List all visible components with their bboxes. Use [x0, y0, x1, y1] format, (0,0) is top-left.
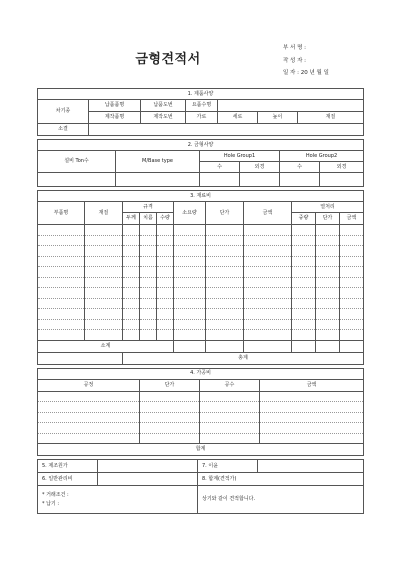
- process-cell[interactable]: [140, 412, 200, 423]
- material-cell[interactable]: [316, 235, 340, 246]
- material-cell[interactable]: [123, 330, 140, 341]
- material-cell[interactable]: [85, 246, 123, 257]
- section2-title: 2. 금형사양: [38, 140, 364, 151]
- material-cell[interactable]: [316, 277, 340, 288]
- process-cell[interactable]: [200, 433, 260, 444]
- material-cell[interactable]: [340, 288, 364, 299]
- material-cell[interactable]: [38, 267, 85, 278]
- amount-header: 금액: [244, 202, 292, 225]
- material-row: [38, 309, 364, 320]
- material-cell[interactable]: [85, 298, 123, 309]
- material-cell[interactable]: [38, 288, 85, 299]
- material-cell[interactable]: [244, 256, 292, 267]
- material-cell[interactable]: [206, 277, 244, 288]
- hole1-diameter-label: 외경: [240, 162, 280, 173]
- material-cell[interactable]: [123, 277, 140, 288]
- car-type-label: 차기종: [38, 100, 89, 124]
- weight-header: 중량: [292, 213, 316, 225]
- width-header: 치름: [140, 213, 157, 225]
- process-cell[interactable]: [140, 433, 200, 444]
- closing-text: 상기와 같이 견적합니다.: [198, 486, 364, 514]
- material-row: [38, 235, 364, 246]
- process-cell[interactable]: [200, 402, 260, 413]
- process-cell[interactable]: [200, 412, 260, 423]
- thickness-header: 두께: [123, 213, 140, 225]
- process-cell[interactable]: [140, 423, 200, 434]
- height-label: 높이: [258, 112, 298, 124]
- material-cell[interactable]: [340, 246, 364, 257]
- unit-price-header: 단가: [206, 202, 244, 225]
- material-cell[interactable]: [292, 319, 316, 330]
- hours-header: 공수: [200, 379, 260, 391]
- material-cell[interactable]: [38, 298, 85, 309]
- process-cell[interactable]: [260, 412, 364, 423]
- processing-cost-table: [37, 368, 364, 457]
- material-cell[interactable]: [174, 246, 206, 257]
- process-cell[interactable]: [260, 423, 364, 434]
- delivery-label: * 납기 :: [42, 500, 60, 507]
- process-cell[interactable]: [200, 423, 260, 434]
- material-cell[interactable]: [157, 277, 174, 288]
- hole-group1-label: Hole Group1: [200, 151, 280, 162]
- section1-title: 1. 제품사양: [38, 89, 364, 100]
- material-cell[interactable]: [140, 246, 157, 257]
- required-qty: 요품수명: [186, 100, 218, 112]
- section4-title: 4. 가공비: [38, 368, 364, 379]
- material-row: [38, 330, 364, 341]
- material-cell[interactable]: [174, 309, 206, 320]
- material-cell[interactable]: [123, 298, 140, 309]
- hole1-count-value[interactable]: [200, 173, 240, 187]
- hole2-diameter-label: 외경: [320, 162, 364, 173]
- proc-amount-header: 금액: [260, 379, 364, 391]
- material-cell[interactable]: [340, 235, 364, 246]
- material-cell[interactable]: [292, 225, 316, 236]
- material-row: [38, 256, 364, 267]
- material-cell[interactable]: [157, 288, 174, 299]
- material-label: 재질: [298, 112, 364, 124]
- material-cell[interactable]: [316, 256, 340, 267]
- material-cell[interactable]: [292, 288, 316, 299]
- material-cell[interactable]: [140, 267, 157, 278]
- material-cell[interactable]: [316, 225, 340, 236]
- material-cell[interactable]: [38, 309, 85, 320]
- material-cell[interactable]: [38, 256, 85, 267]
- material-cell[interactable]: [174, 330, 206, 341]
- material-row: [38, 319, 364, 330]
- material-cell[interactable]: [206, 298, 244, 309]
- material-cell[interactable]: [316, 309, 340, 320]
- product-name: 제작품명: [89, 112, 141, 124]
- material-cell[interactable]: [140, 330, 157, 341]
- delivery-part-name: 납품품명: [89, 100, 141, 112]
- material-cell[interactable]: [206, 267, 244, 278]
- material-cell[interactable]: [244, 298, 292, 309]
- product-drawing-no: 제작도번: [141, 112, 186, 124]
- material-cell[interactable]: [316, 298, 340, 309]
- manufacturing-cost-label: 5. 제조원가: [38, 460, 98, 473]
- material-cell[interactable]: [140, 288, 157, 299]
- process-cell[interactable]: [140, 402, 200, 413]
- section3-title: 3. 재료비: [38, 191, 364, 202]
- material-cell[interactable]: [140, 235, 157, 246]
- material-row: [38, 225, 364, 236]
- material-cell[interactable]: [157, 309, 174, 320]
- material-cell[interactable]: [174, 225, 206, 236]
- material-cell[interactable]: [38, 246, 85, 257]
- material-cell[interactable]: [123, 225, 140, 236]
- material-cell[interactable]: [85, 330, 123, 341]
- hole1-count-label: 수: [200, 162, 240, 173]
- material-cell[interactable]: [316, 330, 340, 341]
- material-cell[interactable]: [292, 277, 316, 288]
- material-cell[interactable]: [174, 319, 206, 330]
- material-cell[interactable]: [244, 246, 292, 257]
- hole-group2-label: Hole Group2: [280, 151, 364, 162]
- heat-unit-price-header: 단가: [316, 213, 340, 225]
- material-cell[interactable]: [38, 225, 85, 236]
- meta-author: 작 성 자 :: [283, 57, 307, 64]
- process-cell[interactable]: [200, 391, 260, 402]
- process-cell[interactable]: [38, 391, 140, 402]
- material-cell[interactable]: [157, 225, 174, 236]
- facility-ton-value[interactable]: [38, 173, 116, 187]
- material-cell[interactable]: [206, 319, 244, 330]
- material-cell[interactable]: [157, 235, 174, 246]
- admin-cost-value[interactable]: [98, 473, 198, 486]
- length-label: 세로: [218, 112, 258, 124]
- material-cell[interactable]: [85, 319, 123, 330]
- material-cell[interactable]: [140, 309, 157, 320]
- material-cell[interactable]: [174, 256, 206, 267]
- process-row: [38, 423, 364, 434]
- material-cell[interactable]: [206, 225, 244, 236]
- mold-spec-table: [37, 139, 364, 187]
- material-cell[interactable]: [206, 246, 244, 257]
- proc-total-label: 합계: [38, 444, 364, 456]
- material-cell[interactable]: [140, 319, 157, 330]
- proc-unit-price-header: 단가: [140, 379, 200, 391]
- material-cell[interactable]: [85, 267, 123, 278]
- material-header: 재질: [85, 202, 123, 225]
- admin-cost-label: 6. 일반관리비: [38, 473, 98, 486]
- material-cell[interactable]: [206, 330, 244, 341]
- material-cell[interactable]: [340, 298, 364, 309]
- material-row: [38, 298, 364, 309]
- material-cell[interactable]: [340, 267, 364, 278]
- material-cell[interactable]: [206, 288, 244, 299]
- material-cell[interactable]: [123, 319, 140, 330]
- process-cell[interactable]: [260, 391, 364, 402]
- quote-form: [37, 88, 363, 514]
- material-cell[interactable]: [292, 298, 316, 309]
- material-cell[interactable]: [244, 235, 292, 246]
- material-cell[interactable]: [340, 309, 364, 320]
- material-cell[interactable]: [123, 288, 140, 299]
- material-cell[interactable]: [244, 277, 292, 288]
- mbase-type-value[interactable]: [116, 173, 200, 187]
- material-cell[interactable]: [174, 277, 206, 288]
- material-cell[interactable]: [85, 225, 123, 236]
- misc-label: 소결: [38, 124, 89, 136]
- material-cell[interactable]: [157, 256, 174, 267]
- process-header: 공정: [38, 379, 140, 391]
- profit-value[interactable]: [258, 460, 364, 473]
- material-cell[interactable]: [157, 298, 174, 309]
- material-cell[interactable]: [316, 319, 340, 330]
- material-cell[interactable]: [244, 319, 292, 330]
- material-cell[interactable]: [123, 235, 140, 246]
- material-cell[interactable]: [292, 330, 316, 341]
- row1-value[interactable]: [218, 100, 364, 112]
- material-cell[interactable]: [140, 277, 157, 288]
- material-row: [38, 246, 364, 257]
- delivery-drawing-no: 납품도번: [141, 100, 186, 112]
- material-cell[interactable]: [244, 267, 292, 278]
- material-cell[interactable]: [292, 309, 316, 320]
- material-cell[interactable]: [85, 288, 123, 299]
- process-cell[interactable]: [38, 412, 140, 423]
- material-cell[interactable]: [340, 319, 364, 330]
- material-cell[interactable]: [140, 256, 157, 267]
- material-cell[interactable]: [316, 267, 340, 278]
- terms-label: * 거래조건 :: [42, 491, 69, 498]
- process-row: [38, 391, 364, 402]
- material-cell[interactable]: [340, 330, 364, 341]
- document-meta: [283, 42, 329, 80]
- material-cell[interactable]: [292, 267, 316, 278]
- material-cell[interactable]: [38, 319, 85, 330]
- material-cell[interactable]: [292, 235, 316, 246]
- process-cell[interactable]: [38, 433, 140, 444]
- material-cell[interactable]: [157, 330, 174, 341]
- process-cell[interactable]: [38, 402, 140, 413]
- material-cell[interactable]: [292, 256, 316, 267]
- material-cell[interactable]: [85, 309, 123, 320]
- manufacturing-cost-value[interactable]: [98, 460, 198, 473]
- terms-cell: [38, 486, 198, 514]
- process-row: [38, 412, 364, 423]
- meta-dept: 부 서 명 :: [283, 45, 307, 51]
- material-cell[interactable]: [85, 235, 123, 246]
- material-cell[interactable]: [340, 225, 364, 236]
- consumption-header: 소요량: [174, 202, 206, 225]
- material-cell[interactable]: [85, 277, 123, 288]
- material-cell[interactable]: [85, 256, 123, 267]
- process-cell[interactable]: [260, 402, 364, 413]
- material-cell[interactable]: [244, 309, 292, 320]
- hole2-diameter-value[interactable]: [320, 173, 364, 187]
- material-cell[interactable]: [316, 288, 340, 299]
- total-label: 총계: [123, 352, 364, 364]
- material-cell[interactable]: [174, 298, 206, 309]
- material-cell[interactable]: [292, 246, 316, 257]
- total-quote-label: 8. 합계(견적가): [198, 473, 364, 486]
- material-cell[interactable]: [316, 246, 340, 257]
- material-cell[interactable]: [123, 256, 140, 267]
- material-cell[interactable]: [206, 309, 244, 320]
- material-cell[interactable]: [244, 225, 292, 236]
- material-cell[interactable]: [123, 309, 140, 320]
- material-cell[interactable]: [38, 277, 85, 288]
- material-cell[interactable]: [174, 288, 206, 299]
- material-row: [38, 277, 364, 288]
- material-cell[interactable]: [140, 298, 157, 309]
- part-name-header: 부품명: [38, 202, 85, 225]
- profit-label: 7. 이윤: [198, 460, 258, 473]
- process-cell[interactable]: [140, 391, 200, 402]
- material-cell[interactable]: [123, 267, 140, 278]
- material-cell[interactable]: [340, 256, 364, 267]
- material-row: [38, 288, 364, 299]
- misc-value[interactable]: [89, 124, 364, 136]
- material-cell[interactable]: [38, 330, 85, 341]
- process-row: [38, 402, 364, 413]
- width-label: 가로: [186, 112, 218, 124]
- material-cell[interactable]: [140, 225, 157, 236]
- material-cell[interactable]: [244, 330, 292, 341]
- material-cell[interactable]: [123, 246, 140, 257]
- material-cell[interactable]: [157, 319, 174, 330]
- facility-ton-label: 설비 Ton수: [38, 151, 116, 173]
- material-cell[interactable]: [206, 235, 244, 246]
- material-cell[interactable]: [157, 267, 174, 278]
- hole2-count-label: 수: [280, 162, 320, 173]
- material-cell[interactable]: [38, 235, 85, 246]
- hole1-diameter-value[interactable]: [240, 173, 280, 187]
- material-cell[interactable]: [206, 256, 244, 267]
- document-title: 금형견적서: [135, 52, 201, 67]
- process-cell[interactable]: [260, 433, 364, 444]
- summary-table: [37, 459, 364, 514]
- product-spec-table: [37, 88, 364, 136]
- material-cell[interactable]: [174, 267, 206, 278]
- material-cell[interactable]: [340, 277, 364, 288]
- process-cell[interactable]: [38, 423, 140, 434]
- hole2-count-value[interactable]: [280, 173, 320, 187]
- meta-date: 일 자 : 20 년 월 일: [283, 70, 329, 76]
- subtotal-label: 소계: [38, 340, 174, 352]
- heat-treatment-header: 열처리: [292, 202, 364, 213]
- material-cell[interactable]: [174, 235, 206, 246]
- mbase-type-label: M/Base type: [116, 151, 200, 173]
- process-row: [38, 433, 364, 444]
- spec-header: 규격: [123, 202, 174, 213]
- material-cost-table: [37, 190, 364, 365]
- material-row: [38, 267, 364, 278]
- material-cell[interactable]: [244, 288, 292, 299]
- heat-amount-header: 금액: [340, 213, 364, 225]
- qty-header: 수량: [157, 213, 174, 225]
- material-cell[interactable]: [157, 246, 174, 257]
